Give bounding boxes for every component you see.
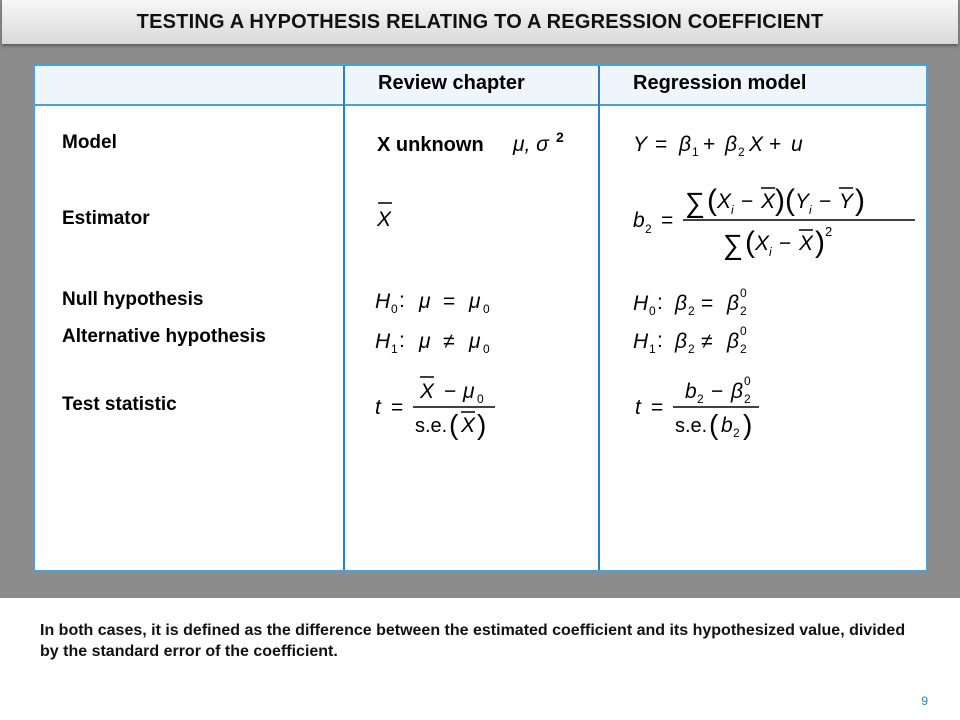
svg-text:1: 1 (649, 342, 656, 356)
svg-text:2: 2 (697, 392, 704, 406)
svg-text:Y: Y (839, 190, 854, 213)
svg-text:=: = (391, 396, 404, 419)
svg-text::: : (399, 329, 405, 352)
svg-text:H: H (375, 290, 391, 313)
svg-text:H: H (633, 330, 649, 353)
svg-text:β: β (679, 133, 691, 156)
regression-test-statistic-formula (635, 374, 805, 440)
svg-text:−: − (711, 380, 724, 403)
svg-text:−: − (779, 232, 792, 255)
column-divider-1 (343, 66, 345, 570)
svg-text:=: = (651, 396, 664, 419)
svg-text:2: 2 (740, 304, 747, 318)
svg-text:X: X (799, 232, 814, 255)
svg-text:(: ( (449, 409, 459, 440)
svg-text:X unknown: X unknown (377, 134, 484, 156)
svg-text:β: β (725, 133, 737, 156)
review-model-formula (375, 126, 595, 162)
svg-text:β: β (727, 330, 739, 353)
svg-text:H: H (375, 330, 391, 353)
svg-text:): ) (743, 409, 753, 440)
svg-text:∑: ∑ (685, 187, 705, 218)
row-label-alternative-hypothesis: Alternative hypothesis (62, 326, 266, 347)
svg-text:+: + (769, 133, 782, 156)
row-label-test-statistic: Test statistic (62, 394, 177, 415)
svg-text:): ) (477, 409, 487, 440)
svg-text:): ) (855, 184, 865, 217)
svg-text:i: i (809, 203, 812, 217)
svg-text:): ) (775, 184, 785, 217)
svg-text:b: b (721, 414, 733, 437)
svg-text:b: b (633, 209, 645, 232)
svg-text:≠: ≠ (701, 330, 713, 353)
svg-text:): ) (815, 226, 825, 259)
svg-text:β: β (727, 292, 739, 315)
svg-text:+: + (703, 133, 716, 156)
column-header-regression: Regression model (633, 72, 807, 94)
row-label-model: Model (62, 132, 117, 153)
svg-text:β: β (675, 292, 687, 315)
svg-text:X: X (761, 190, 776, 213)
svg-text:2: 2 (825, 224, 833, 239)
svg-text:H: H (633, 292, 649, 315)
svg-text:μ, σ: μ, σ (513, 133, 549, 156)
svg-text:−: − (741, 190, 754, 213)
svg-text:2: 2 (738, 145, 745, 159)
svg-text::: : (657, 291, 663, 314)
svg-text:∑: ∑ (723, 229, 743, 260)
column-header-review: Review chapter (378, 72, 525, 94)
review-test-statistic-formula (375, 374, 545, 440)
row-label-null-hypothesis: Null hypothesis (62, 289, 204, 310)
svg-text:μ: μ (469, 290, 481, 313)
svg-text:=: = (661, 209, 674, 232)
svg-text:μ: μ (419, 330, 431, 353)
svg-text:X: X (749, 133, 764, 156)
svg-text:u: u (791, 133, 803, 156)
page-number: 9 (921, 694, 928, 708)
svg-text:0: 0 (391, 302, 398, 316)
svg-text:t: t (375, 396, 381, 419)
svg-text:X: X (420, 380, 435, 403)
slide-title: TESTING A HYPOTHESIS RELATING TO A REGRESSION COEFFICIENT (136, 10, 824, 33)
svg-text:μ: μ (463, 380, 475, 403)
regression-null-hypothesis-formula (631, 284, 791, 320)
svg-text:0: 0 (740, 286, 747, 300)
svg-text:Y: Y (633, 133, 648, 156)
svg-text:μ: μ (469, 330, 481, 353)
footer-caption: In both cases, it is defined as the difference between the estimated coefficient and its hypothesized value, divided by the standard error of the coefficient. (40, 622, 906, 660)
svg-text:(: ( (745, 226, 755, 259)
review-null-hypothesis-formula (375, 284, 535, 318)
svg-text:Y: Y (795, 190, 810, 213)
svg-text:0: 0 (483, 342, 490, 356)
svg-text:β: β (731, 380, 743, 403)
svg-text:2: 2 (645, 222, 652, 236)
svg-text:0: 0 (483, 302, 490, 316)
column-divider-2 (598, 66, 600, 570)
svg-text:−: − (819, 190, 832, 213)
svg-text:1: 1 (391, 342, 398, 356)
svg-text:t: t (635, 396, 641, 419)
svg-text:(: ( (707, 184, 717, 217)
svg-text:2: 2 (556, 129, 564, 145)
svg-text:0: 0 (740, 324, 747, 338)
svg-text:≠: ≠ (443, 330, 455, 353)
svg-text:X: X (461, 414, 476, 437)
row-label-estimator: Estimator (62, 208, 150, 229)
svg-text:=: = (701, 292, 714, 315)
svg-text:2: 2 (744, 392, 751, 406)
svg-text:(: ( (709, 409, 719, 440)
svg-text:(: ( (785, 184, 795, 217)
svg-text:i: i (731, 203, 734, 217)
svg-text:1: 1 (692, 145, 699, 159)
regression-model-formula (631, 126, 831, 162)
svg-text:b: b (685, 380, 697, 403)
svg-text:2: 2 (688, 304, 695, 318)
svg-text:=: = (443, 290, 456, 313)
svg-text:μ: μ (419, 290, 431, 313)
svg-text:X: X (755, 232, 770, 255)
svg-text:=: = (655, 133, 668, 156)
svg-text:β: β (675, 330, 687, 353)
svg-text:2: 2 (740, 342, 747, 356)
slide-title-bar (2, 0, 958, 44)
svg-text:X: X (377, 208, 392, 231)
svg-text:0: 0 (744, 374, 751, 388)
svg-text:2: 2 (733, 426, 740, 440)
svg-text:s.e.: s.e. (675, 415, 708, 437)
svg-text:0: 0 (477, 392, 484, 406)
review-alternative-hypothesis-formula (375, 324, 535, 358)
svg-text::: : (399, 289, 405, 312)
svg-text:−: − (444, 380, 457, 403)
review-estimator-formula (375, 196, 435, 236)
regression-alternative-hypothesis-formula (631, 322, 791, 358)
svg-text:0: 0 (649, 304, 656, 318)
comparison-table (33, 64, 928, 572)
svg-text:s.e.: s.e. (415, 415, 448, 437)
footer-caption-area (0, 598, 960, 720)
svg-text:2: 2 (688, 342, 695, 356)
svg-text:i: i (769, 245, 772, 259)
svg-text:X: X (717, 190, 732, 213)
regression-estimator-formula (631, 176, 921, 266)
svg-text::: : (657, 329, 663, 352)
